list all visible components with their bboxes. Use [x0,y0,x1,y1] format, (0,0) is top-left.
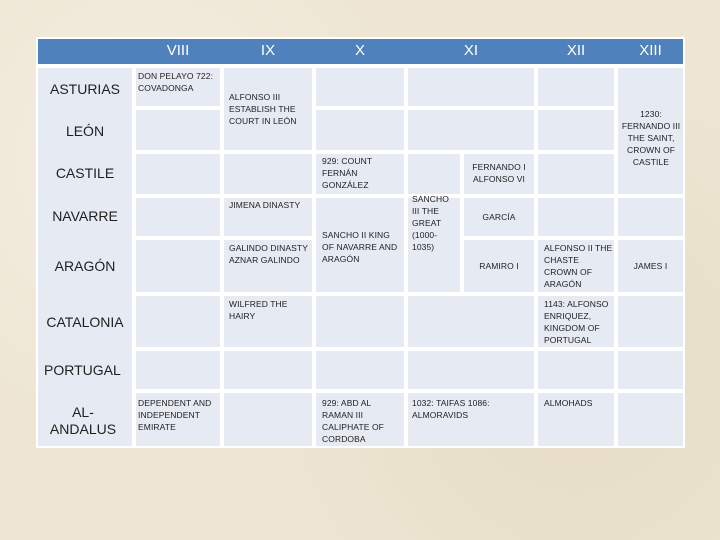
note-sancho-ii: SANCHO II KING OF NAVARRE AND ARAGÓN [322,230,398,264]
column-header-xi: XI [463,42,479,59]
note-fernando-alfonso: FERNANDO I ALFONSO VI [472,162,526,184]
cell-x-leon [314,108,406,152]
cell-x-portugal [314,349,406,391]
note-fernando-iii: 1230: FERNANDO III THE SAINT, CROWN OF CASTILE [621,109,681,167]
note-alfonso-ii: ALFONSO II THE CHASTE CROWN OF ARAGÓN [544,243,613,289]
note-alfonso-enriquez: 1143: ALFONSO ENRIQUEZ, KINGDOM OF PORTUGAL [544,299,609,345]
cell-ix-castile [222,152,314,196]
row-label-al-andalus: AL-ANDALUS [49,404,117,437]
column-header-x: X [354,42,365,59]
column-header-ix: IX [260,42,276,59]
note-caliphate: 929: ABD AL RAMAN III CALIPHATE OF CORDOBA [322,398,384,444]
cell-xii-castile [536,152,616,196]
cell-ix-portugal [222,349,314,391]
note-taifas: 1032: TAIFAS 1086: ALMORAVIDS [412,398,490,420]
cell-ix-alandalus [222,391,314,448]
cell-xii-asturias [536,66,616,108]
cell-xi-asturias [406,66,536,108]
note-james-i: JAMES I [633,261,668,271]
note-almohads: ALMOHADS [544,398,593,408]
cell-xii-leon [536,108,616,152]
cell-x-catalonia [314,294,406,349]
cell-xiii-catalonia [616,294,685,349]
note-alfonso-iii: ALFONSO III ESTABLISH THE COURT IN LEÓN [229,92,297,126]
row-label-catalonia: CATALONIA [46,314,124,330]
note-galindo-dinasty: GALINDO DINASTY AZNAR GALINDO [229,243,308,265]
row-label-asturias: ASTURIAS [49,81,120,97]
cell-xi-castile-left [406,152,462,196]
row-label-portugal: PORTUGAL [44,362,121,378]
cell-xii-navarre [536,196,616,238]
cell-catalonia-viii [134,294,222,349]
cell-xiii-alandalus [616,391,685,448]
cell-x-asturias [314,66,406,108]
note-wilfred: WILFRED THE HAIRY [229,299,288,321]
cell-xi-portugal [406,349,536,391]
note-sancho-iii: SANCHO III THE GREAT (1000-1035) [412,194,449,252]
cell-xii-blank [536,349,616,391]
row-label-aragon: ARAGÓN [54,258,116,274]
note-ramiro-i: RAMIRO I [479,261,519,271]
column-header-xii: XII [566,42,586,59]
row-label-leon: LEÓN [65,123,105,139]
row-label-navarre: NAVARRE [52,208,118,224]
cell-leon-viii [134,108,222,152]
cell-castile-viii [134,152,222,196]
cell-xiii-portugal [616,349,685,391]
cell-portugal-viii [134,349,222,391]
note-jimena-dinasty: JIMENA DINASTY [229,200,301,210]
cell-navarre-viii [134,196,222,238]
note-don-pelayo: DON PELAYO 722: COVADONGA [138,71,214,93]
cell-xi-leon [406,108,536,152]
note-garcia: GARCÍA [482,212,516,222]
cell-xi-catalonia [406,294,536,349]
row-label-castile: CASTILE [55,165,115,181]
column-header-viii: VIII [166,42,190,59]
column-header-xiii: XIII [639,42,662,59]
cell-xiii-navarre [616,196,685,238]
note-fernan-gonzalez: 929: COUNT FERNÁN GONZÁLEZ [322,156,372,190]
cell-aragon-viii [134,238,222,294]
note-emirate: DEPENDENT AND INDEPENDENT EMIRATE [138,398,212,432]
